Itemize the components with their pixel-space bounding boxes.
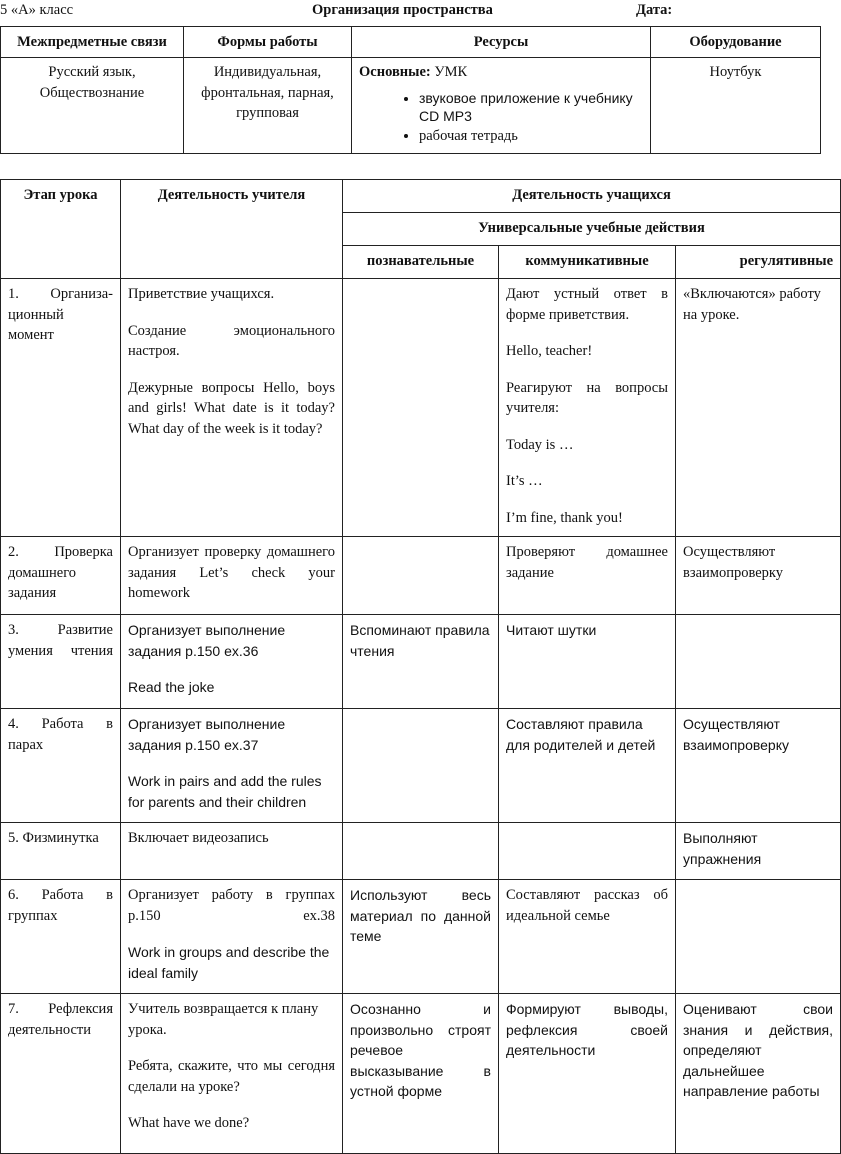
teacher-text: Дежурные вопросы Hello, boys and girls! What date is it today? What day of the week is it today? — [128, 379, 335, 437]
teacher-activity-cell — [121, 615, 343, 709]
space-organization-table — [0, 26, 821, 154]
table-row — [1, 709, 841, 823]
cognitive-cell: Используют весь материал по данной теме — [343, 880, 499, 994]
resources-list — [359, 89, 643, 145]
resource-item: • рабочая тетрадь — [419, 127, 643, 145]
teacher-text: Read the joke — [128, 679, 215, 695]
resources-cell — [352, 58, 651, 154]
space-table-body-row — [1, 58, 821, 154]
teacher-activity-cell — [121, 880, 343, 994]
communicative-text: Дают устный ответ в форме приветствия. — [506, 286, 668, 323]
teacher-text: Work in groups and describe the ideal family — [128, 944, 330, 981]
teacher-text: Приветствие учащихся. — [128, 286, 275, 302]
communicative-text: Today is … — [506, 436, 574, 453]
table-row — [1, 537, 841, 615]
cognitive-cell — [343, 537, 499, 615]
stage-cell: 4. Работа в парах — [1, 709, 121, 823]
communicative-cell — [499, 823, 676, 880]
document-header — [0, 2, 816, 22]
stage-cell: 6. Работа в группах — [1, 880, 121, 994]
table-row — [1, 880, 841, 994]
teacher-text: What have we done? — [128, 1115, 250, 1131]
interdisciplinary-cell: Русский язык, Обществознание — [1, 58, 184, 154]
teacher-text: Создание эмоционального настроя. — [128, 322, 335, 359]
cognitive-cell — [343, 279, 499, 537]
teacher-activity-cell: Организует проверку домашнего задания Let’s check your homework — [121, 537, 343, 615]
stage-cell: 7. Рефлексия деятельности — [1, 994, 121, 1154]
resources-main-value: УМК — [430, 64, 468, 80]
cognitive-cell — [343, 823, 499, 880]
communicative-cell: Формируют выводы, рефлексия своей деятельности — [499, 994, 676, 1154]
regulatory-cell: Осуществляют взаимопроверку — [676, 537, 841, 615]
regulatory-cell: Осуществляют взаимопроверку — [676, 709, 841, 823]
header-cognitive: познавательные — [343, 246, 499, 279]
resources-main-label: Основные: — [359, 64, 431, 80]
stage-cell: 1. Организа-ционный момент — [1, 279, 121, 537]
header-interdisciplinary: Межпредметные связи — [1, 27, 184, 58]
teacher-text: Ребята, скажите, что мы сегодня сделали на уроке? — [128, 1058, 335, 1095]
lesson-header-row — [1, 180, 841, 213]
communicative-cell: Составляют правила для родителей и детей — [499, 709, 676, 823]
table-row — [1, 823, 841, 880]
regulatory-cell: Выполняют упражнения — [676, 823, 841, 880]
communicative-text: It’s … — [506, 473, 543, 489]
lesson-stages-table — [0, 179, 841, 1154]
header-communicative: коммуникативные — [499, 246, 676, 279]
header-work-forms: Формы работы — [184, 27, 352, 58]
regulatory-cell — [676, 880, 841, 994]
communicative-cell: Читают шутки — [499, 615, 676, 709]
teacher-activity-cell — [121, 279, 343, 537]
header-uud: Универсальные учебные действия — [343, 213, 841, 246]
communicative-cell: Проверяют домашнее задание — [499, 537, 676, 615]
cognitive-cell — [343, 709, 499, 823]
teacher-text: Учитель возвращается к плану урока. — [128, 1001, 319, 1038]
work-forms-cell: Индивидуальная, фронтальная, парная, групповая — [184, 58, 352, 154]
resource-item: • звуковое приложение к учебнику CD MP3 — [419, 89, 643, 125]
regulatory-cell: «Включаются» работу на уроке. — [676, 279, 841, 537]
header-regulatory: регулятивные — [676, 246, 841, 279]
communicative-cell — [499, 279, 676, 537]
space-table-header-row — [1, 27, 821, 58]
header-teacher-activity: Деятельность учителя — [121, 180, 343, 279]
communicative-text: Hello, teacher! — [506, 343, 593, 359]
teacher-activity-cell: Включает видеозапись — [121, 823, 343, 880]
communicative-text: I’m fine, thank you! — [506, 509, 623, 526]
stage-cell: 3. Развитие умения чтения — [1, 615, 121, 709]
teacher-activity-cell — [121, 709, 343, 823]
space-organization-title: Организация пространства — [312, 2, 493, 18]
header-student-activity: Деятельность учащихся — [343, 180, 841, 213]
stage-cell: 2. Проверка домашнего задания — [1, 537, 121, 615]
header-resources: Ресурсы — [352, 27, 651, 58]
table-row — [1, 279, 841, 537]
communicative-cell: Составляют рассказ об идеальной семье — [499, 880, 676, 994]
equipment-cell: Ноутбук — [651, 58, 821, 154]
teacher-text: Организует работу в группах p.150 ex.38 — [128, 887, 335, 924]
teacher-text: Work in pairs and add the rules for parents and their children — [128, 773, 322, 810]
teacher-text: Организует выполнение задания p.150 ex.36 — [128, 622, 286, 659]
regulatory-cell: Оценивают свои знания и действия, определяют дальнейшее направление работы — [676, 994, 841, 1154]
cognitive-cell: Вспоминают правила чтения — [343, 615, 499, 709]
teacher-activity-cell — [121, 994, 343, 1154]
cognitive-cell: Осознанно и произвольно строят речевое высказывание в устной форме — [343, 994, 499, 1154]
table-row — [1, 994, 841, 1154]
header-stage: Этап урока — [1, 180, 121, 279]
communicative-text: Реагируют на вопросы учителя: — [506, 379, 668, 416]
date-label: Дата: — [636, 2, 673, 18]
table-row — [1, 615, 841, 709]
class-label: 5 «А» класс — [0, 2, 74, 18]
header-equipment: Оборудование — [651, 27, 821, 58]
regulatory-cell — [676, 615, 841, 709]
teacher-text: Организует выполнение задания p.150 ex.37 — [128, 716, 286, 753]
stage-cell: 5. Физминутка — [1, 823, 121, 880]
